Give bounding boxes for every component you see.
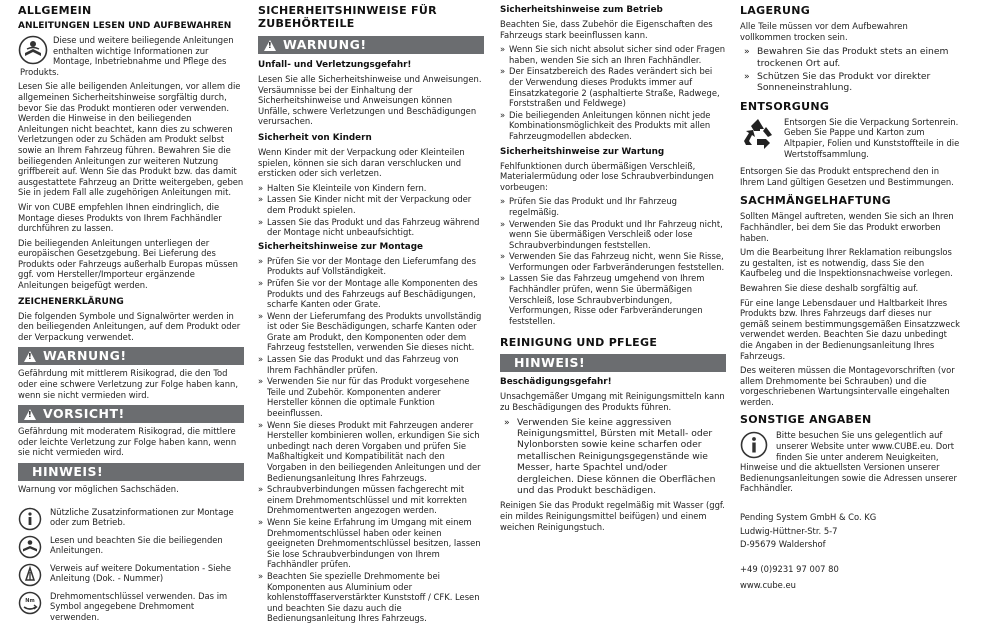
list-item: » Wenn Sie sich nicht absolut sicher sind oder Fragen haben, wenden Sie sich an Ihren Fachhändler. <box>500 44 726 65</box>
company-name: Pending System GmbH & Co. KG <box>740 512 877 523</box>
lagerung-list <box>740 46 960 94</box>
list-item: » Halten Sie Kleinteile von Kindern fern. <box>258 183 484 194</box>
paragraph: Die beiliegenden Anleitungen unterliegen der europäischen Gesetzgebung. Bei Lieferung des Produkts oder Fahrzeugs außerhalb Europas müssen ggf. vom Hersteller/Importeur ergänzende Anleitungen beigefügt werden. <box>18 237 238 291</box>
warning-label: WARNUNG! <box>283 36 367 52</box>
sonstige-block <box>740 430 960 498</box>
legend-row <box>18 591 244 623</box>
paragraph: Des weiteren müssen die Montagevorschriften (vor allem Drehmomente bei Schrauben) und die vorgeschriebenen Wartungsintervalle eingehalten werden. <box>740 365 955 407</box>
caution-text: Gefährdung mit moderatem Risikograd, die mittlere oder leichte Verletzung zur Folge haben kann, wenn sie nicht vermieden wird. <box>18 426 237 458</box>
list-item: » Die beiliegenden Anleitungen können nicht jede Kombinationsmöglichkeit des Produkts mit allen Fahrzeugmodellen abdecken. <box>500 110 726 142</box>
list-item: » Bewahren Sie das Produkt stets an einem trockenen Ort auf. <box>744 46 960 69</box>
list-item: » Schraubverbindungen müssen fachgerecht mit einem Drehmomentschlüssel und mit korrekten Drehmomentwerten angezogen werden. <box>258 484 484 516</box>
legend-text: Verweis auf weitere Dokumentation - Siehe Anleitung (Dok. - Nummer) <box>50 562 232 584</box>
column-general <box>18 4 244 626</box>
heading-sonstige: SONSTIGE ANGABEN <box>740 413 872 427</box>
list-item: » Lassen Sie das Fahrzeug umgehend von Ihrem Fachhändler prüfen, wenn Sie übermäßigen Verschleiß, lose Schraubverbindungen, Verformungen, Risse oder Farbveränderungen feststellen. <box>500 273 726 326</box>
heading-sachmaengel: SACHMÄNGELHAFTUNG <box>740 194 891 208</box>
list-item: » Prüfen Sie das Produkt und Ihr Fahrzeug regelmäßig. <box>500 196 726 217</box>
svg-text:Nm: Nm <box>25 597 35 604</box>
read-manual-icon <box>18 35 48 65</box>
list-item: » Der Einsatzbereich des Rades verändert sich bei der Verwendung dieses Produkts immer auf Einsatzkategorie 2 (asphaltierte Straße, Radwege, Forststraßen und Feldwege) <box>500 66 726 108</box>
document-reference-icon <box>18 563 42 587</box>
subheading-wartung: Sicherheitshinweise zur Wartung <box>500 146 665 157</box>
legend-row <box>18 535 244 559</box>
list-item: » Beachten Sie spezielle Drehmomente bei Komponenten aus Aluminium oder kohlenstofffaserverstärkter Kunststoff / CFK. Lesen und beachten Sie dazu auch die Bedienungsanleitung Ihres Fahrzeugs. <box>258 571 484 624</box>
caution-label: VORSICHT! <box>43 405 125 421</box>
column-operation <box>500 4 726 536</box>
wartung-list <box>500 196 726 326</box>
montage-list <box>258 256 484 624</box>
paragraph: Um die Bearbeitung Ihrer Reklamation reibungslos zu gestalten, ist es notwendig, dass Sie den Kaufbeleg und die Inspektionsnachweise vorlegen. <box>740 247 953 279</box>
legend-row <box>18 563 244 587</box>
notice-label: HINWEIS! <box>32 463 104 479</box>
paragraph: Unsachgemäßer Umgang mit Reinigungsmitteln kann zu Beschädigungen des Produkts führen. <box>500 391 725 413</box>
entsorgung-block <box>740 117 960 163</box>
website-link[interactable]: www.cube.eu <box>740 580 796 591</box>
paragraph: Sollten Mängel auftreten, wenden Sie sich an Ihren Fachhändler, bei dem Sie das Produkt erworben haben. <box>740 211 954 243</box>
subheading-betrieb: Sicherheitshinweise zum Betrieb <box>500 5 663 15</box>
caution-banner <box>18 405 244 423</box>
legend-text: Lesen und beachten Sie die beiliegenden Anleitungen. <box>50 534 223 556</box>
list-item: » Lassen Sie das Produkt und das Fahrzeug während der Montage nicht unbeaufsichtigt. <box>258 217 484 238</box>
notice-text: Warnung vor möglichen Sachschäden. <box>18 484 179 494</box>
list-item: » Verwenden Sie nur für das Produkt vorgesehene Teile und Zubehör. Komponenten anderer Hersteller können die optimale Funktion beeinflussen. <box>258 376 484 418</box>
paragraph: Lesen Sie alle Sicherheitshinweise und Anweisungen. Versäumnisse bei der Einhaltung der Sicherheitshinweise und Anweisungen können Unfälle, schwere Verletzungen und Beschädigungen verursachen. <box>258 74 482 127</box>
info-icon <box>740 431 768 459</box>
subheading-kinder: Sicherheit von Kindern <box>258 132 372 143</box>
warning-triangle-icon <box>24 351 36 362</box>
list-item: » Verwenden Sie das Produkt und Ihr Fahrzeug nicht, wenn Sie übermäßigen Verschleiß oder lose Schraubverbindungen feststellen. <box>500 219 726 251</box>
list-item: » Wenn der Lieferumfang des Produkts unvollständig ist oder Sie Beschädigungen, scharfe Kanten oder Grate am Produkt, den Komponenten oder dem Fahrzeug feststellen, verwenden Sie dieses nicht. <box>258 311 484 353</box>
paragraph: Wir von CUBE empfehlen Ihnen eindringlich, die Montage dieses Produkts von Ihrem Fachhändler durchführen zu lassen. <box>18 201 222 234</box>
list-item: » Wenn Sie keine Erfahrung im Umgang mit einem Drehmomentschlüssel haben oder keinen geeigneten Drehmomentschlüssel besitzen, lassen Sie lose Schraubverbindungen von Ihrem Fachhändler prüfen. <box>258 517 484 570</box>
paragraph: Für eine lange Lebensdauer und Haltbarkeit Ihres Produkts bzw. Ihres Fahrzeugs darf dieses nur gemäß seinem bestimmungsgemäßen Einsatzzweck verwendet werden. Beachten Sie dazu unbedingt die Angaben in der Bedienungsanleitung Ihres Fahrzeugs. <box>740 297 960 361</box>
legend-row <box>18 507 244 531</box>
heading-lagerung: LAGERUNG <box>740 4 811 17</box>
list-item: » Verwenden Sie keine aggressiven Reinigungsmittel, Bürsten mit Metall- oder Nylonborsten sowie keine scharfen oder metallischen Reinigungsgegenstände wie Messer, harte Spachtel und/oder dergleichen. Diese können die Oberflächen und das Produkt beschädigen. <box>504 417 726 497</box>
warning-triangle-icon <box>24 409 36 420</box>
warning-banner <box>18 347 244 365</box>
reinigung-list <box>500 417 726 497</box>
paragraph: Lesen Sie alle beiligenden Anleitungen, vor allem die allgemeinen Sicherheitshinweise sorgfältig durch, bevor Sie das Produkt montieren oder verwenden. Werden die Hinweise in den beiliegenden Anleitungen nicht beachtet, kann dies zu schweren Verletzungen oder zu Schäden am Produkt selbst sowie an Ihrem Fahrzeug führen. Bewahren Sie die beiliegenden Anleitungen zur weiteren Nutzung griffbereit auf. Wenn Sie das Produkt bzw. das damit ausgestattete Fahrzeug an Dritte weitergeben, geben Sie in jedem Fall alle zugehörigen Anleitungen mit. <box>18 81 244 198</box>
paragraph: Alle Teile müssen vor dem Aufbewahren vollkommen trocken sein. <box>740 21 908 42</box>
column-storage <box>740 4 960 592</box>
torque-wrench-icon <box>18 591 42 615</box>
legend-text: Drehmomentschlüssel verwenden. Das im Symbol angegebene Drehmoment verwenden. <box>50 590 228 622</box>
notice-banner <box>500 354 726 372</box>
address-block <box>740 512 960 591</box>
heading-anleitungen: ANLEITUNGEN LESEN UND AUFBEWAHREN <box>18 21 232 31</box>
warning-triangle-icon <box>264 40 276 51</box>
paragraph: Beachten Sie, dass Zubehör die Eigenschaften des Fahrzeugs stark beeinflussen kann. <box>500 19 713 40</box>
heading-sicherheit: SICHERHEITSHINWEISE FÜR ZUBEHÖRTEILE <box>258 4 437 30</box>
paragraph: Reinigen Sie das Produkt regelmäßig mit Wasser (ggf. ein mildes Reinigungsmittel beifügen) und einem weichen Reinigungstuch. <box>500 500 725 532</box>
column-safety <box>258 4 484 627</box>
city: D-95679 Waldershof <box>740 539 826 550</box>
betrieb-list <box>500 44 726 141</box>
paragraph: Entsorgen Sie das Produkt entsprechend den in Ihrem Land gültigen Gesetzen und Bestimmungen. <box>740 166 954 187</box>
heading-reinigung: REINIGUNG UND PFLEGE <box>500 336 658 350</box>
info-icon <box>18 507 42 531</box>
list-item: » Schützen Sie das Produkt vor direkter Sonneneinstrahlung. <box>744 71 960 94</box>
warning-text: Gefährdung mit mittlerem Risikograd, die den Tod oder eine schwere Verletzung zur Folge haben kann, wenn sie nicht vermieden wird. <box>18 368 238 400</box>
heading-entsorgung: ENTSORGUNG <box>740 99 830 113</box>
warning-label: WARNUNG! <box>43 348 127 364</box>
subheading-beschaedigung: Beschädigungsgefahr! <box>500 377 612 388</box>
subheading-montage: Sicherheitshinweise zur Montage <box>258 241 423 252</box>
notice-label: HINWEIS! <box>514 355 586 371</box>
paragraph: Die folgenden Symbole und Signalwörter werden in den beiliegenden Anleitungen, auf dem Produkt oder der Verpackung verwendet. <box>18 310 241 342</box>
list-item: » Prüfen Sie vor der Montage den Lieferumfang des Produkts auf Vollständigkeit. <box>258 256 484 277</box>
read-manual-icon <box>18 535 42 559</box>
list-item: » Lassen Sie das Produkt und das Fahrzeug von Ihrem Fachhändler prüfen. <box>258 354 484 375</box>
heading-allgemein: ALLGEMEIN <box>18 4 92 17</box>
paragraph: Entsorgen Sie die Verpackung Sortenrein. Geben Sie Pappe und Karton zum Altpapier, Folien und Kunststoffteile in die Wertstoffsammlung. <box>784 116 960 159</box>
list-item: » Verwenden Sie das Fahrzeug nicht, wenn Sie Risse, Verformungen oder Farbveränderungen feststellen. <box>500 251 726 272</box>
list-item: » Wenn Sie dieses Produkt mit Fahrzeugen anderer Hersteller kombinieren wollen, erkundigen Sie sich unbedingt nach deren Vorgaben und prüfen Sie Maßhaltigkeit und Kompatibilität nach den Vorgaben in den beiliegenden Anleitungen und der Bedienungsanleitung Ihres Fahrzeugs. <box>258 420 484 484</box>
legend-text: Nützliche Zusatzinformationen zur Montage oder zum Betrieb. <box>50 506 234 528</box>
paragraph: Wenn Kinder mit der Verpackung oder Kleinteilen spielen, können sie sich daran verschlucken und ersticken oder sich verletzen. <box>258 146 465 179</box>
phone: +49 (0)9231 97 007 80 <box>740 563 839 574</box>
paragraph: Fehlfunktionen durch übermäßigen Verschleiß, Materialermüdung oder lose Schraubverbindungen vorbeugen: <box>500 160 714 192</box>
notice-banner <box>18 463 244 481</box>
intro-text: Diese und weitere beiliegende Anleitungen enthalten wichtige Informationen zur Montage, Inbetriebnahme und Pflege des Produkts. <box>20 35 234 77</box>
kinder-list <box>258 183 484 238</box>
paragraph: Bitte besuchen Sie uns gelegentlich auf unserer Website unter www.CUBE.eu. Dort finden Sie unter anderem Neuigkeiten, Hinweise und die aktuellsten Versionen unserer Bedienungsanleitungen sowie die Adressen unserer Fachhändler. <box>740 430 957 494</box>
subheading-unfall: Unfall- und Verletzungsgefahr! <box>258 60 412 70</box>
warning-banner <box>258 36 484 54</box>
list-item: » Prüfen Sie vor der Montage alle Komponenten des Produkts und des Fahrzeugs auf Beschädigungen, scharfe Kanten oder Grate. <box>258 278 484 310</box>
paragraph: Bewahren Sie diese deshalb sorgfältig auf. <box>740 282 919 293</box>
list-item: » Lassen Sie Kinder nicht mit der Verpackung oder dem Produkt spielen. <box>258 194 484 215</box>
heading-zeichen: ZEICHENERKLÄRUNG <box>18 296 124 307</box>
street: Ludwig-Hüttner-Str. 5-7 <box>740 525 838 536</box>
intro-block <box>18 35 244 81</box>
recycle-icon <box>740 117 776 151</box>
